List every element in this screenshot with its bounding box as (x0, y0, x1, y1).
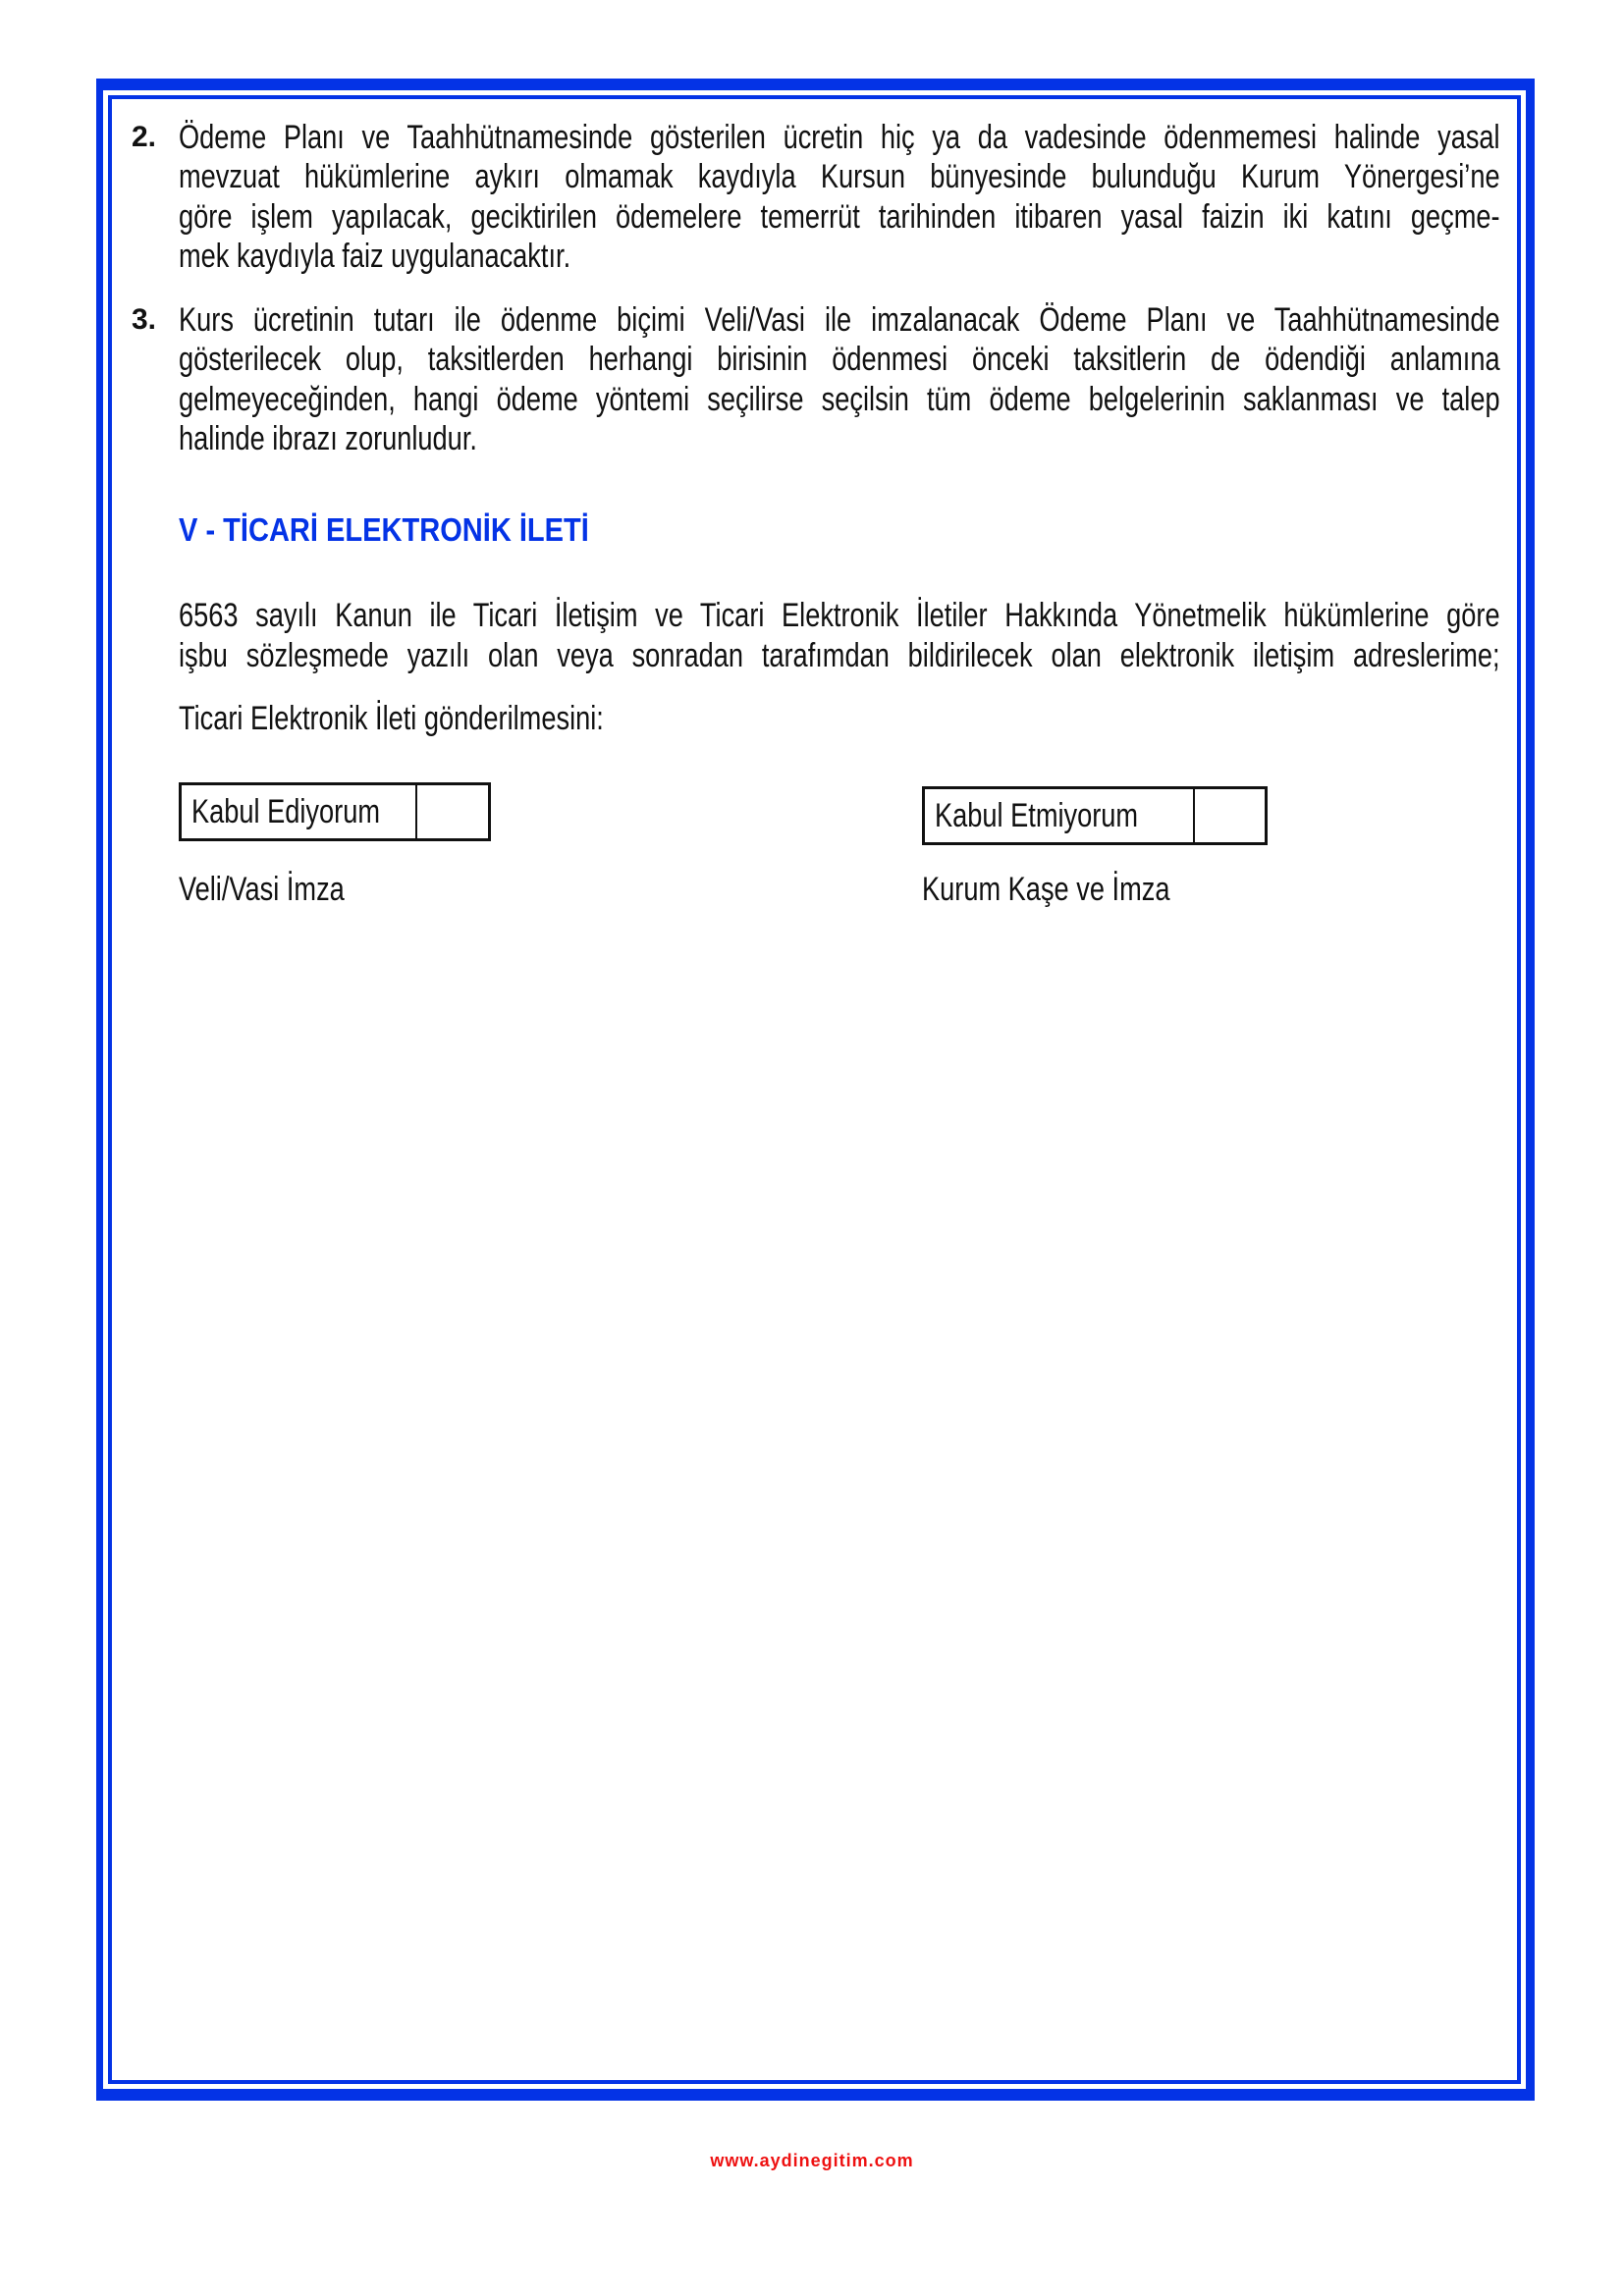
section-prompt: Ticari Elektronik İleti gönderilmesini: (179, 700, 604, 737)
clause-line: halinde ibrazı zorunludur. (179, 420, 477, 457)
institution-signature-label: Kurum Kaşe ve İmza (922, 871, 1170, 908)
accept-option[interactable] (179, 782, 491, 841)
clause-line: gösterilecek olup, taksitlerden herhangi birisinin ödenmesi önceki taksitlerin de ödendiği anlamına (179, 341, 1500, 378)
clause-line: gelmeyeceğinden, hangi ödeme yöntemi seçilirse seçilsin tüm ödeme belgelerinin saklanması ve talep (179, 381, 1500, 418)
clause-line: mevzuat hükümlerine aykırı olmamak kaydıyla Kursun bünyesinde bulunduğu Kurum Yönergesi’ne (179, 158, 1500, 195)
clause-number: 3. (132, 303, 157, 336)
section-heading: V - TİCARİ ELEKTRONİK İLETİ (179, 511, 589, 548)
clause-line: Ödeme Planı ve Taahhütnamesinde gösterilen ücretin hiç ya da vadesinde ödenmemesi halinde yasal (179, 119, 1500, 156)
clause-line: mek kaydıyla faiz uygulanacaktır. (179, 238, 571, 275)
footer-website[interactable]: www.aydinegitim.com (710, 2151, 914, 2170)
reject-checkbox[interactable] (1195, 789, 1265, 842)
reject-label: Kabul Etmiyorum (925, 789, 1195, 842)
accept-label: Kabul Ediyorum (182, 785, 417, 838)
reject-option[interactable] (922, 786, 1268, 845)
clause-line: Kurs ücretinin tutarı ile ödenme biçimi Veli/Vasi ile imzalanacak Ödeme Planı ve Taahhütnamesinde (179, 301, 1500, 339)
clause-line: göre işlem yapılacak, geciktirilen ödemelere temerrüt tarihinden itibaren yasal faizin iki katını geçme- (179, 198, 1500, 236)
accept-checkbox[interactable] (417, 785, 488, 838)
section-body-line: işbu sözleşmede yazılı olan veya sonradan tarafımdan bildirilecek olan elektronik iletişim adreslerime; (179, 637, 1500, 674)
guardian-signature-label: Veli/Vasi İmza (179, 871, 345, 908)
clause-number: 2. (132, 121, 157, 153)
section-body-line: 6563 sayılı Kanun ile Ticari İletişim ve Ticari Elektronik İletiler Hakkında Yönetmelik hükümlerine göre (179, 597, 1500, 634)
